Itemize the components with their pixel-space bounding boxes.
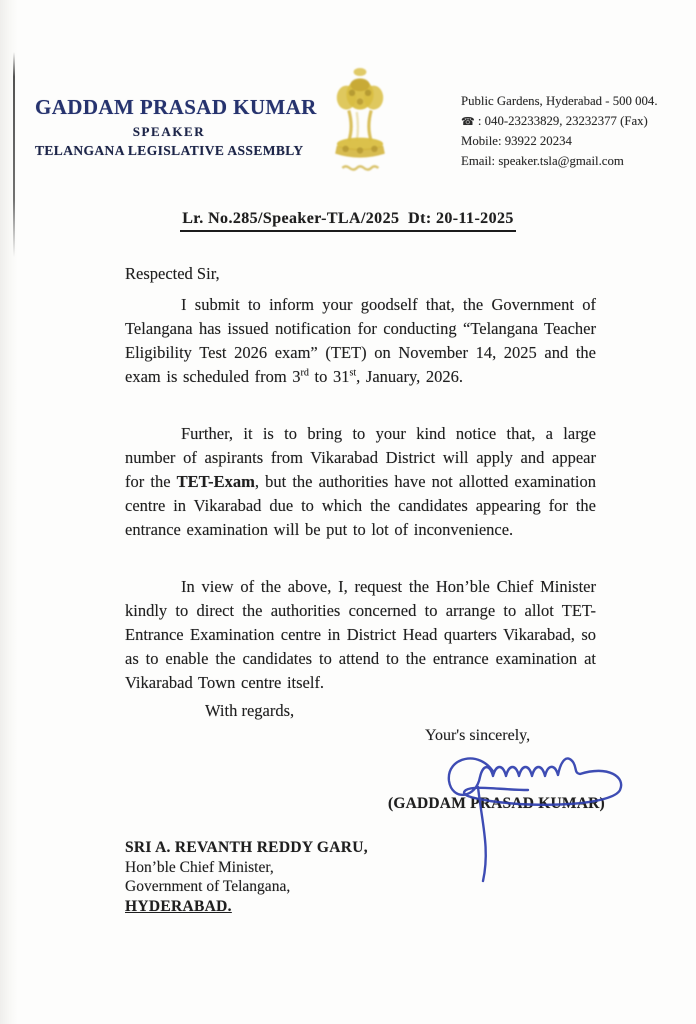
telephone-icon: ☎ (461, 115, 475, 128)
body-paragraph: In view of the above, I, request the Hon’ble Chief Minister kindly to direct the authorities concerned to arrange to allot TET-Entrance Examination centre in District Head quarters Vikarabad, so as to enable the candidates to attend to the entrance examination at Vikarabad Town centre itself. (125, 577, 596, 692)
mobile-line: Mobile: 93922 20234 (461, 134, 572, 148)
reference-line-wrap (0, 210, 696, 232)
contact-block (461, 92, 691, 171)
salutation: Respected Sir, (125, 264, 220, 283)
handwritten-signature-icon (428, 737, 640, 887)
sender-title: SPEAKER (132, 124, 206, 139)
letterhead (35, 95, 317, 159)
signatory-name: (GADDAM PRASAD KUMAR) (388, 795, 605, 812)
phone-line (461, 112, 691, 133)
emblem-motto-squiggle (342, 166, 378, 169)
email-line: Email: speaker.tsla@gmail.com (461, 153, 624, 168)
ashoka-lion-capital-icon (320, 64, 400, 176)
letter-body (125, 262, 596, 723)
phone-numbers: : 040-23233829, 23232377 (Fax) (474, 113, 648, 128)
addressee-block (125, 838, 368, 916)
reference-number: Lr. No.285/Speaker-TLA/2025 Dt: 20-11-2025 (180, 210, 516, 232)
sincerely-line: Your's sincerely, (425, 727, 531, 744)
scan-edge-shadow (0, 0, 18, 1024)
sender-name: GADDAM PRASAD KUMAR (35, 95, 317, 119)
body-paragraph: Further, it is to bring to your kind notice that, a large number of aspirants from Vikarabad District will apply and appear for the TET-Exam, but the authorities have not allotted examination centre in Vikarabad due to which the candidates appearing for the entrance examination will be put to lot of inconvenience. (125, 424, 596, 539)
body-paragraphs (125, 293, 596, 695)
address-line: Public Gardens, Hyderabad - 500 004. (461, 94, 658, 108)
addressee-name: SRI A. REVANTH REDDY GARU, (125, 839, 368, 856)
sender-organization: TELANGANA LEGISLATIVE ASSEMBLY (35, 143, 304, 158)
body-paragraph: I submit to inform your goodself that, the Government of Telangana has issued notification for conducting “Telangana Teacher Eligibility Test 2026 exam” (TET) on November 14, 2025 and the exam is scheduled from 3rd to 31st, January, 2026. (125, 295, 596, 386)
with-regards: With regards, (205, 701, 295, 720)
addressee-title: Hon’ble Chief Minister, (125, 858, 274, 876)
addressee-city: HYDERABAD. (125, 897, 232, 915)
addressee-organization: Government of Telangana, (125, 878, 291, 895)
